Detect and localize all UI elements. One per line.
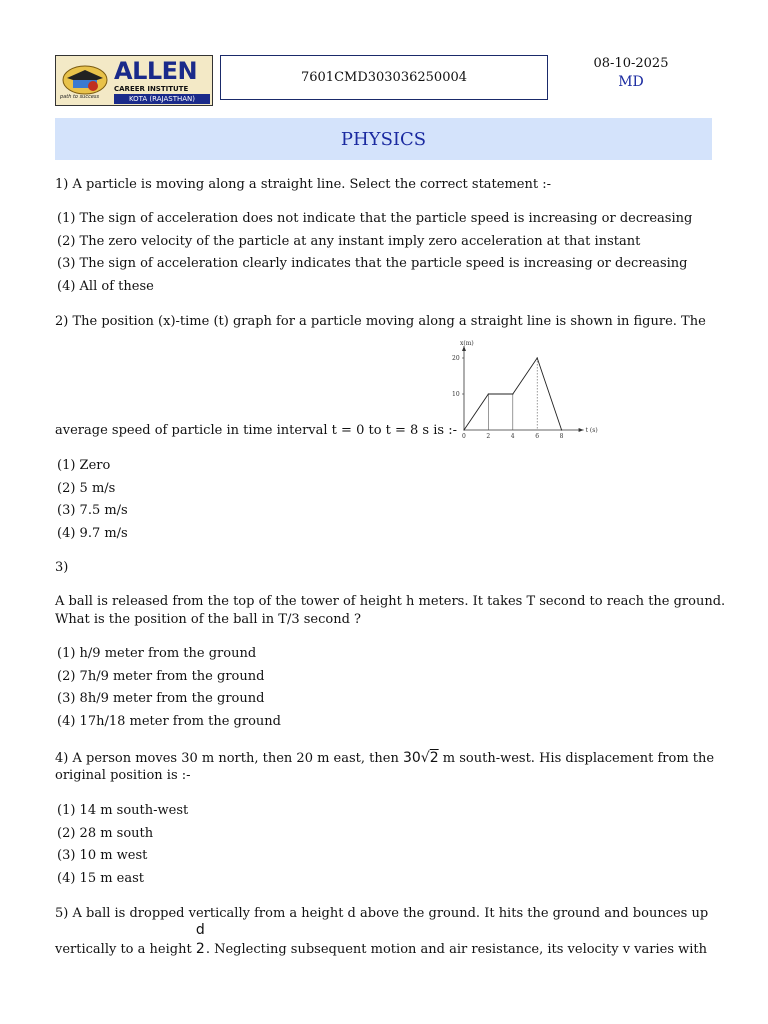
x-tick-label: 0	[462, 433, 466, 440]
subject-banner	[55, 118, 712, 160]
logo-tagline: path to success	[60, 94, 100, 100]
data-point	[512, 393, 513, 394]
x-axis-label: t (s)	[585, 427, 598, 434]
q1-option-2[interactable]: (2) The zero velocity of the particle at any instant imply zero acceleration at that instant	[57, 234, 641, 249]
q3-option-4[interactable]: (4) 17h/18 meter from the ground	[57, 714, 281, 729]
subject-title: PHYSICS	[340, 128, 427, 150]
sqrt-expression: 30√2	[402, 750, 439, 766]
q4-option-1[interactable]: (1) 14 m south-west	[57, 803, 189, 818]
data-point	[488, 393, 489, 394]
x-axis-arrow	[579, 428, 584, 432]
data-point	[537, 357, 538, 358]
y-tick-label: 20	[452, 355, 460, 362]
question-4-text	[55, 749, 714, 768]
q3-option-3[interactable]: (3) 8h/9 meter from the ground	[57, 691, 265, 706]
y-tick-label: 10	[452, 391, 460, 398]
logo-line2: KOTA (RAJASTHAN)	[114, 94, 210, 104]
q3-option-1[interactable]: (1) h/9 meter from the ground	[57, 646, 257, 661]
x-tick-label: 6	[535, 433, 540, 440]
question-1-text: 1) A particle is moving along a straight line. Select the correct statement :-	[55, 177, 551, 192]
position-time-graph	[448, 328, 604, 440]
question-3-number: 3)	[55, 560, 69, 575]
q4-option-2[interactable]: (2) 28 m south	[57, 826, 154, 841]
q3-option-2[interactable]: (2) 7h/9 meter from the ground	[57, 669, 265, 684]
fraction-d-over-2	[195, 922, 206, 958]
question-4-text-cont: original position is :-	[55, 768, 191, 783]
q5-text-after: . Neglecting subsequent motion and air resistance, its velocity v varies with	[205, 942, 708, 957]
sqrt-radicand: 2	[429, 750, 439, 766]
x-tick-label: 2	[486, 433, 491, 440]
q4-option-3[interactable]: (3) 10 m west	[57, 848, 148, 863]
q5-text-before: vertically to a height	[55, 942, 196, 957]
data-point	[463, 429, 464, 430]
question-3-line2: What is the position of the ball in T/3 second ?	[55, 612, 362, 627]
allen-logo	[55, 55, 213, 106]
q1-option-4[interactable]: (4) All of these	[57, 279, 154, 294]
q2-option-1[interactable]: (1) Zero	[57, 458, 111, 473]
paper-code-box	[220, 55, 548, 100]
fraction-numerator: d	[195, 922, 205, 938]
q1-option-1[interactable]: (1) The sign of acceleration does not indicate that the particle speed is increasing or decreasing	[57, 211, 693, 226]
q2-option-4[interactable]: (4) 9.7 m/s	[57, 526, 128, 541]
logo-brand: ALLEN	[114, 57, 198, 85]
stream-label: MD	[618, 74, 644, 90]
q1-option-3[interactable]: (3) The sign of acceleration clearly indicates that the particle speed is increasing or decreasing	[57, 256, 688, 271]
question-2-text: 2) The position (x)-time (t) graph for a particle moving along a straight line is shown in figure. The	[55, 314, 706, 329]
question-5-text: 5) A ball is dropped vertically from a height d above the ground. It hits the ground and bounces up	[55, 906, 709, 921]
question-5-text-cont	[55, 922, 708, 959]
q4-text-before: 4) A person moves 30 m north, then 20 m east, then	[55, 751, 403, 766]
sqrt-coefficient: 30	[402, 750, 421, 766]
question-3-line1: A ball is released from the top of the tower of height h meters. It takes T second to reach the ground.	[55, 594, 726, 609]
y-axis-label: x(m)	[460, 340, 474, 347]
q4-option-4[interactable]: (4) 15 m east	[57, 871, 145, 886]
paper-code: 7601CMD303036250004	[300, 70, 468, 85]
logo-line1: CAREER INSTITUTE	[114, 85, 189, 93]
exam-date: 08-10-2025	[593, 56, 669, 71]
fraction-denominator: 2	[195, 941, 205, 957]
q2-option-2[interactable]: (2) 5 m/s	[57, 481, 116, 496]
x-tick-label: 8	[559, 433, 564, 440]
x-tick-label: 4	[510, 433, 515, 440]
q4-text-after: m south-west. His displacement from the	[438, 751, 715, 766]
q2-option-3[interactable]: (3) 7.5 m/s	[57, 503, 128, 518]
question-2-text-cont: average speed of particle in time interval t = 0 to t = 8 s is :-	[55, 423, 457, 438]
data-point	[561, 429, 562, 430]
